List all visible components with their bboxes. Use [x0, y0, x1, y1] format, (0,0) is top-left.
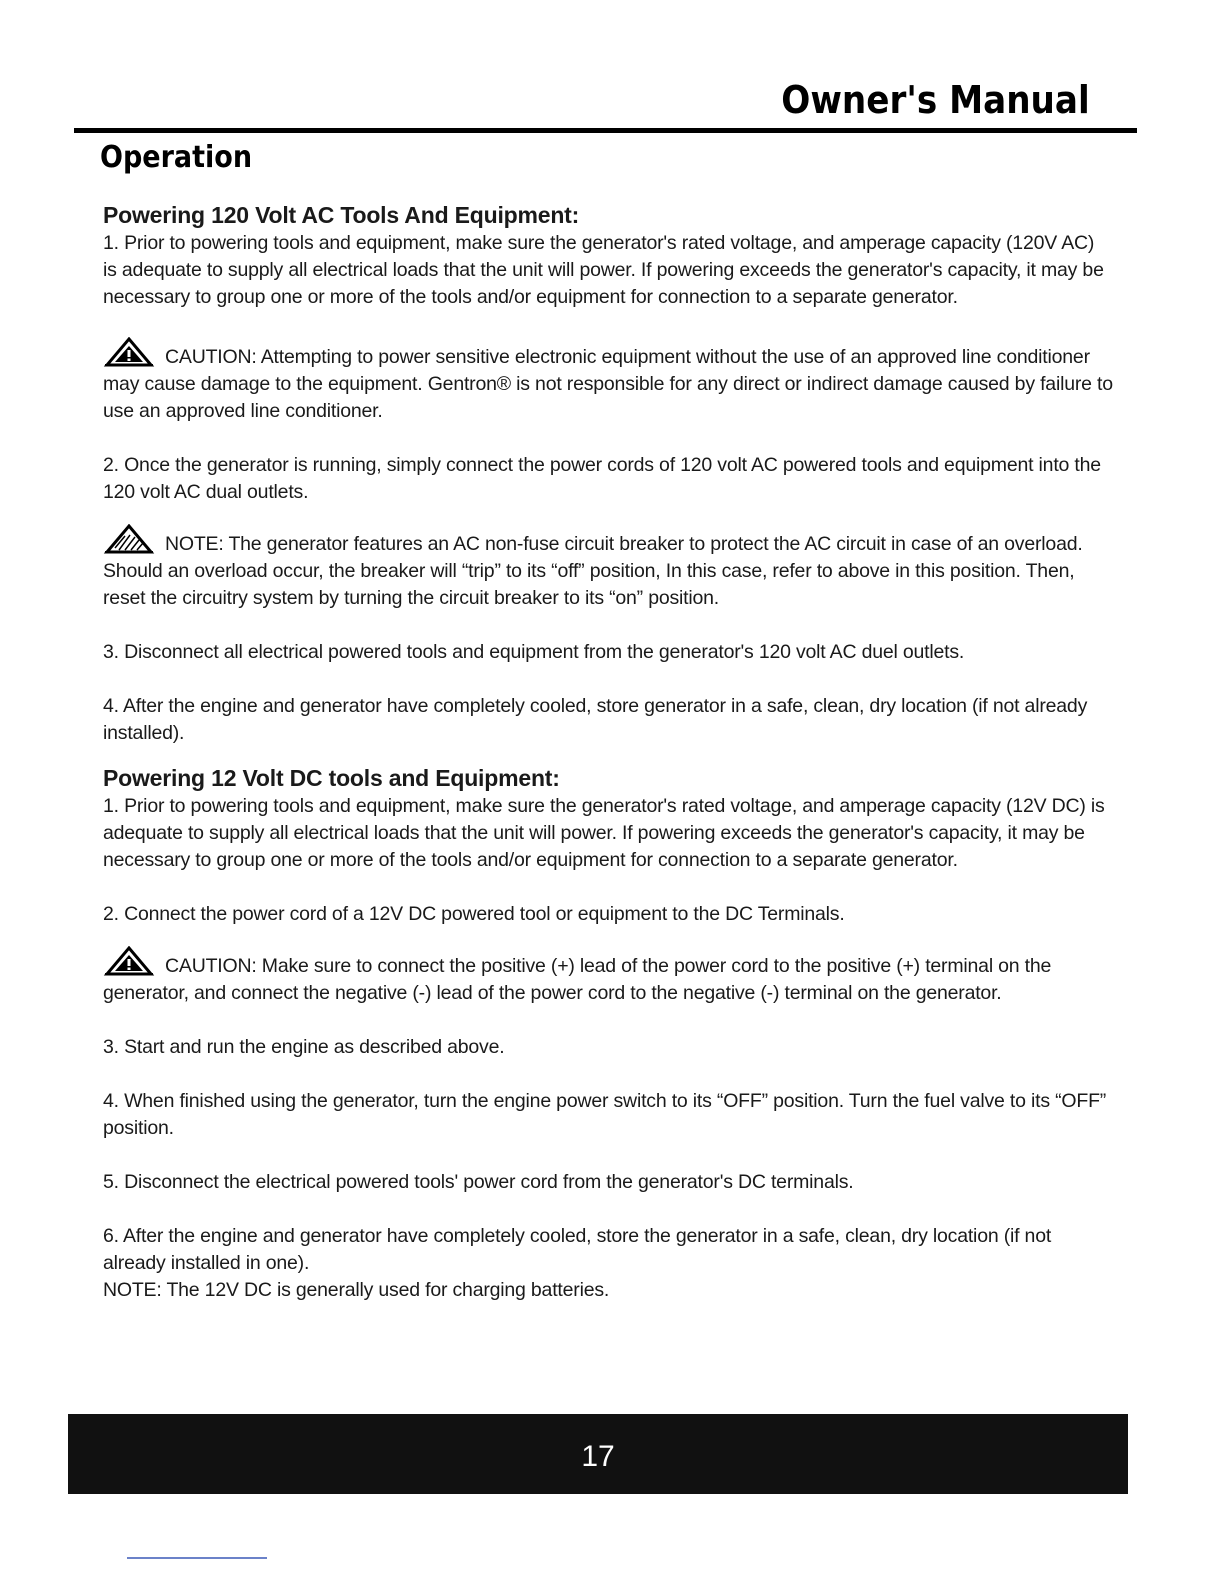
footer-bar: [68, 1414, 1128, 1494]
dc-step-1: 1. Prior to powering tools and equipment, make sure the generator's rated voltage, and amperage capacity (12V DC) is adequate to supply all electrical loads that the unit will power. If powering exceeds the generator's capacity, it may be necessary to group one or more of the tools and/or equipment for connection to a separate generator.: [103, 795, 1105, 871]
header-divider: [74, 128, 1137, 133]
ac-note: [103, 524, 1113, 612]
bottom-divider: [127, 1557, 267, 1559]
page-content: [103, 200, 1113, 1304]
ac-note-text: NOTE: The generator features an AC non-fuse circuit breaker to protect the AC circuit in case of an overload. Should an overload occur, the breaker will “trip” to its “off” position, In this case, refer to above in this position. Then, reset the circuitry system by turning the circuit breaker to its “on” position.: [103, 533, 1083, 609]
dc-section-heading: Powering 12 Volt DC tools and Equipment:: [103, 765, 560, 791]
dc-final-note: NOTE: The 12V DC is generally used for charging batteries.: [103, 1279, 610, 1301]
ac-step-3: 3. Disconnect all electrical powered tools and equipment from the generator's 120 volt AC duel outlets.: [103, 641, 965, 663]
ac-caution: [103, 337, 1113, 425]
dc-step-5: 5. Disconnect the electrical powered tools' power cord from the generator's DC terminals.: [103, 1171, 854, 1193]
warning-triangle-icon: [103, 946, 155, 976]
dc-step-4: 4. When finished using the generator, turn the engine power switch to its “OFF” position. Turn the fuel valve to its “OFF” position.: [103, 1090, 1107, 1139]
warning-triangle-hatched-icon: [103, 524, 155, 554]
ac-section-heading: Powering 120 Volt AC Tools And Equipment:: [103, 202, 580, 228]
dc-step-6: 6. After the engine and generator have completely cooled, store the generator in a safe, clean, dry location (if not already installed in one).: [103, 1225, 1052, 1274]
section-title: Operation: [100, 140, 253, 175]
ac-step-4: 4. After the engine and generator have completely cooled, store generator in a safe, clean, dry location (if not already installed).: [103, 695, 1088, 744]
ac-caution-text: CAUTION: Attempting to power sensitive electronic equipment without the use of an approved line conditioner may cause damage to the equipment. Gentron® is not responsible for any direct or indirect damage caused by failure to use an approved line conditioner.: [103, 346, 1113, 422]
dc-step-2: 2. Connect the power cord of a 12V DC powered tool or equipment to the DC Terminals.: [103, 903, 845, 925]
warning-triangle-icon: [103, 337, 155, 367]
ac-step-1: 1. Prior to powering tools and equipment, make sure the generator's rated voltage, and amperage capacity (120V AC) is adequate to supply all electrical loads that the unit will power. If powering exceeds the generator's capacity, it may be necessary to group one or more of the tools and/or equipment for connection to a separate generator.: [103, 232, 1104, 308]
page-number: 17: [581, 1440, 615, 1473]
dc-caution-text: CAUTION: Make sure to connect the positive (+) lead of the power cord to the positive (+) terminal on the generator, and connect the negative (-) lead of the power cord to the negative (-) terminal on the generator.: [103, 955, 1052, 1004]
manual-title: Owner's Manual: [781, 78, 1090, 122]
dc-step-3: 3. Start and run the engine as described above.: [103, 1036, 505, 1058]
ac-step-2: 2. Once the generator is running, simply connect the power cords of 120 volt AC powered tools and equipment into the 120 volt AC dual outlets.: [103, 454, 1101, 503]
dc-caution: [103, 946, 1113, 1007]
